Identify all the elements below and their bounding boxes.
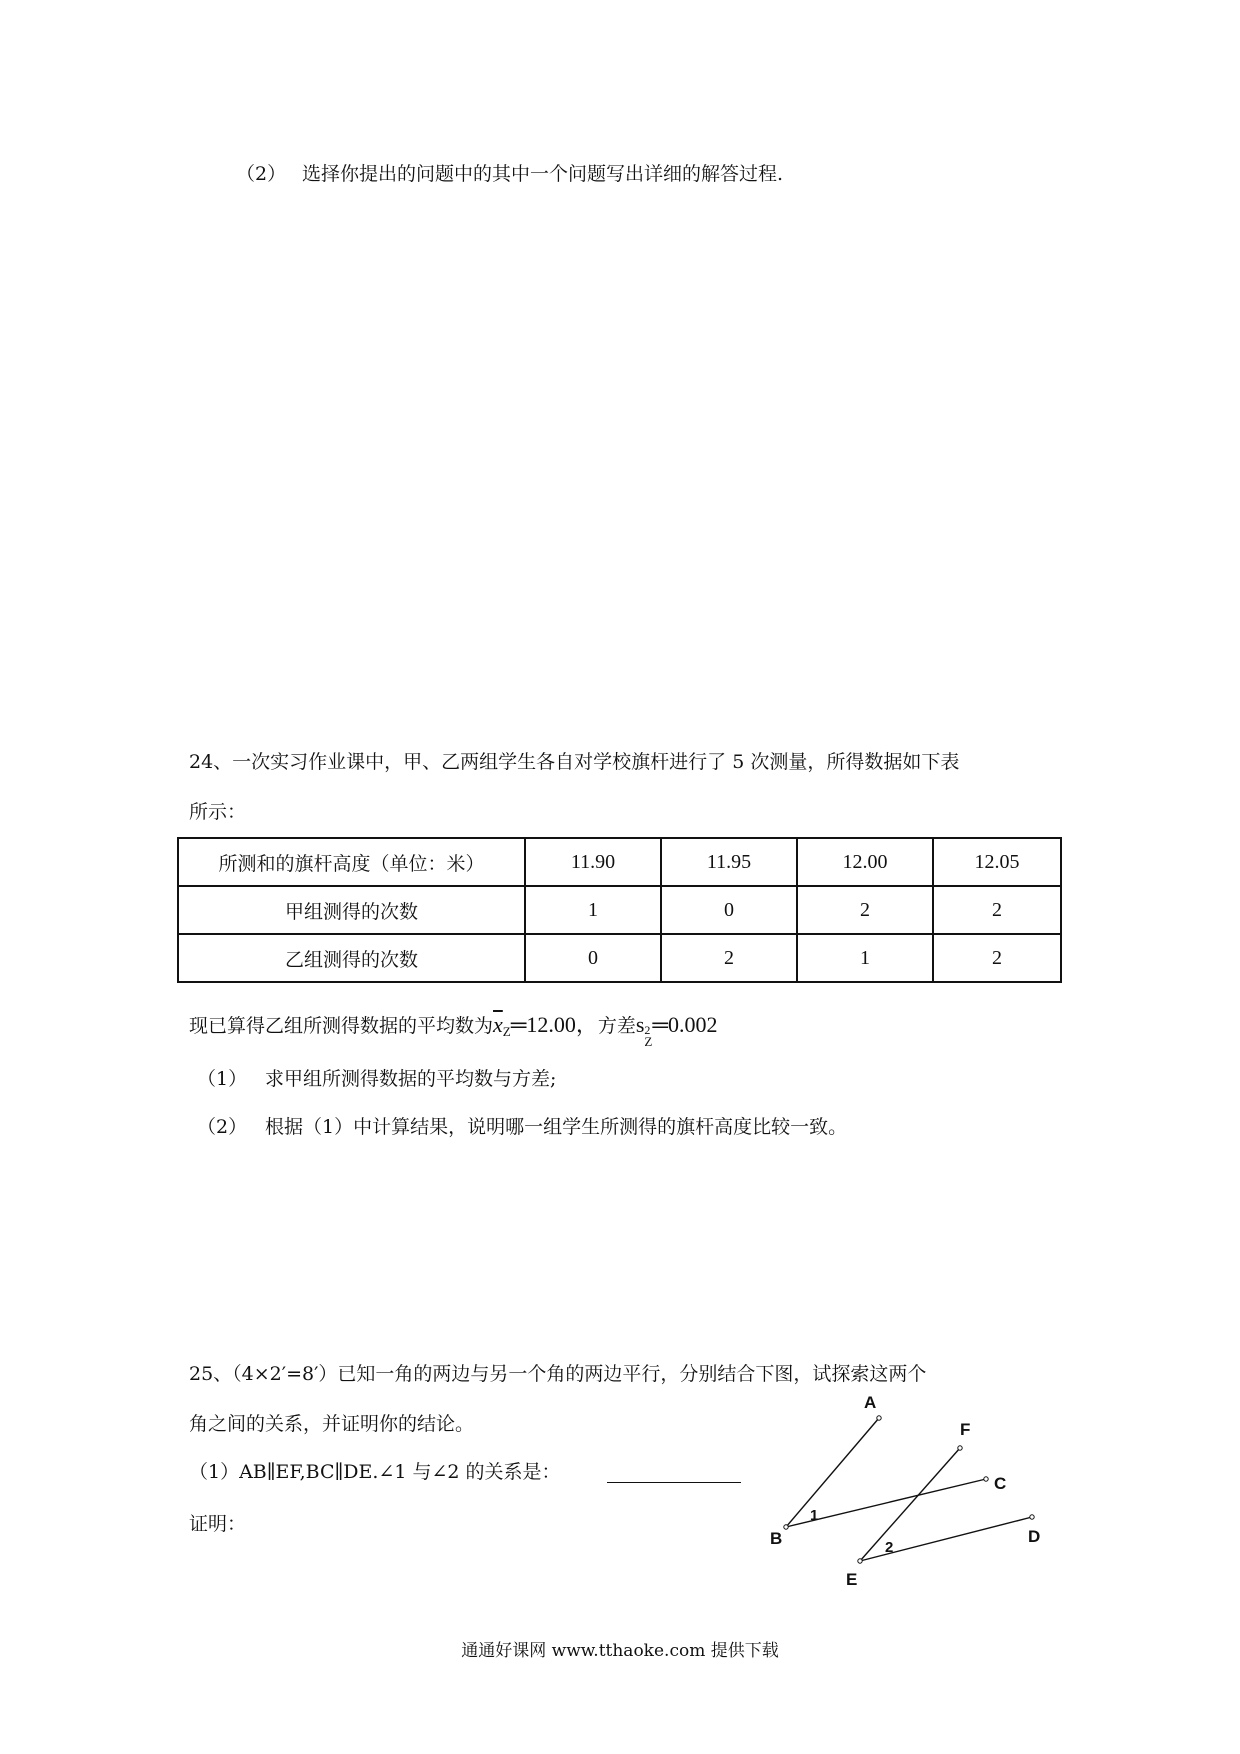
result-prefix: 现已算得乙组所测得数据的平均数为 (189, 1015, 494, 1037)
label-f: F (960, 1420, 971, 1439)
q24-part1-text: 求甲组所测得数据的平均数与方差; (265, 1068, 557, 1090)
q24-part2-text: 根据（1）中计算结果，说明哪一组学生所测得的旗杆高度比较一致。 (265, 1116, 848, 1138)
point-c (984, 1477, 988, 1481)
table-cell: 甲组测得的次数 (178, 886, 525, 934)
variance-label: 方差 (597, 1015, 636, 1037)
q24-result-line (189, 1008, 717, 1047)
q23-part2-text: 选择你提出的问题中的其中一个问题写出详细的解答过程. (302, 163, 784, 185)
table-cell: 2 (933, 934, 1061, 982)
point-e (858, 1559, 862, 1563)
q24-stem-line1: 24、一次实习作业课中，甲、乙两组学生各自对学校旗杆进行了 5 次测量，所得数据如下表 (189, 751, 960, 773)
q24-part2-label: （2） (197, 1116, 248, 1138)
point-a (877, 1416, 881, 1420)
q24-stem-line2: 所示： (189, 801, 247, 823)
variance-symbol: s (635, 1012, 645, 1037)
table-header-cell: 12.05 (933, 838, 1061, 886)
table-header-cell: 11.95 (661, 838, 797, 886)
point-f (958, 1446, 962, 1450)
q24-part1-label: （1） (197, 1068, 248, 1090)
answer-blank-line[interactable] (607, 1482, 741, 1483)
label-b: B (770, 1529, 783, 1548)
variance-subscript: Z (644, 1034, 653, 1049)
mean-value: ═12.00， (510, 1012, 598, 1037)
table-header-cell: 12.00 (797, 838, 933, 886)
geometry-diagram (760, 1390, 1070, 1600)
table-cell: 2 (797, 886, 933, 934)
segment-ab (786, 1418, 879, 1527)
q24-part1 (197, 1067, 556, 1091)
table-cell: 1 (797, 934, 933, 982)
measurement-table (177, 837, 1062, 983)
point-d (1030, 1515, 1034, 1519)
table-cell: 0 (661, 886, 797, 934)
table-cell: 2 (661, 934, 797, 982)
table-cell: 乙组测得的次数 (178, 934, 525, 982)
label-d: D (1028, 1527, 1041, 1546)
q25-stem-line2: 角之间的关系，并证明你的结论。 (189, 1413, 475, 1435)
q25-part1: （1）AB∥EF,BC∥DE.∠1 与∠2 的关系是： (189, 1461, 561, 1483)
angle-1-label: 1 (810, 1507, 819, 1524)
table-row (178, 934, 1061, 982)
mean-subscript: Z (502, 1024, 511, 1039)
q23-part2 (236, 162, 783, 186)
variance-superscript: 2 (644, 1023, 651, 1037)
table-header-cell: 所测和的旗杆高度（单位：米） (178, 838, 525, 886)
table-header-cell: 11.90 (525, 838, 661, 886)
label-c: C (994, 1474, 1007, 1493)
segment-fe (860, 1448, 960, 1561)
proof-label: 证明： (189, 1513, 247, 1535)
label-e: E (846, 1570, 858, 1589)
table-cell: 0 (525, 934, 661, 982)
q24-part2 (197, 1115, 847, 1139)
q23-part2-label: （2） (236, 163, 287, 185)
angle-2-label: 2 (885, 1539, 894, 1556)
table-header-row (178, 838, 1061, 886)
table-cell: 1 (525, 886, 661, 934)
mean-symbol: $\overline{x}$ (493, 1012, 503, 1037)
footer-text: 通通好课网 www.tthaoke.com 提供下载 (461, 1641, 779, 1661)
table-row (178, 886, 1061, 934)
point-b (784, 1525, 788, 1529)
label-a: A (864, 1393, 877, 1412)
variance-value: ═0.002 (652, 1012, 718, 1037)
q25-stem-line1: 25、（4×2′=8′）已知一角的两边与另一个角的两边平行，分别结合下图，试探索这两个 (189, 1363, 927, 1385)
table-cell: 2 (933, 886, 1061, 934)
